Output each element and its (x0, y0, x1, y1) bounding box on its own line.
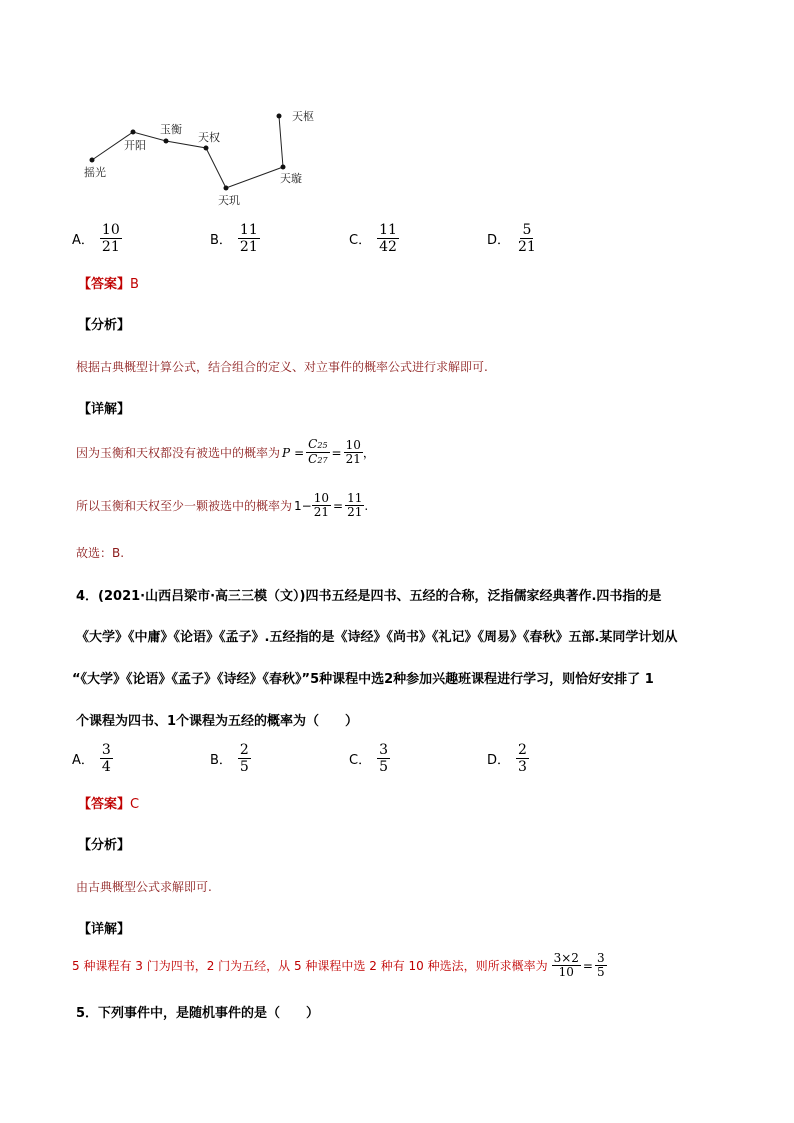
q4-option-b[interactable] (210, 742, 251, 775)
q4-line-1: 4．(2021·山西吕梁市·高三三模（文）)四书五经是四书、五经的合称，泛指儒家经典著作.四书指的是 (76, 589, 662, 604)
q3-answer (78, 273, 139, 292)
option-label: C． (349, 233, 372, 248)
answer-value: C (130, 797, 140, 812)
q4-analysis-text: 由古典概型公式求解即可. (76, 880, 212, 894)
option-label: B． (210, 753, 232, 768)
q3-detail-line2: 所以玉衡和天权至少一颗被选中的概率为 1− $\frac{10}{21}$ = $\frac{11}{21}$ . (76, 491, 369, 519)
answer-tag: 【答案】 (78, 277, 131, 292)
q4-option-c[interactable] (349, 742, 390, 775)
star-label-tianji: 天玑 (218, 194, 240, 207)
result-fraction: $\frac{10}{21}$ (345, 438, 361, 466)
option-label: A． (72, 233, 94, 248)
option-label: C． (349, 753, 372, 768)
star-point-tianxuan (281, 165, 286, 170)
q3-detail-tag: 【详解】 (78, 402, 131, 417)
fraction: $\frac{3\times 2}{10}$ (553, 951, 579, 979)
q3-option-a[interactable] (72, 222, 122, 255)
q3-option-b[interactable] (210, 222, 260, 255)
option-label: B． (210, 233, 232, 248)
detail-text: 所以玉衡和天权至少一颗被选中的概率为 (76, 499, 293, 513)
option-label: A． (72, 753, 94, 768)
q4-detail-tag: 【详解】 (78, 922, 131, 937)
star-label-tianshu: 天枢 (292, 110, 314, 123)
option-fraction: $\frac{3}{4}$ (101, 742, 111, 775)
star-label-yaoguang: 摇光 (84, 166, 106, 179)
q3-option-d[interactable] (487, 222, 538, 255)
option-fraction: $\frac{10}{21}$ (101, 222, 120, 255)
star-label-tianxuan: 天璇 (280, 172, 302, 185)
q5-line-1: 5．下列事件中，是随机事件的是（ ） (76, 1006, 320, 1021)
q4-answer (78, 793, 139, 812)
option-fraction: $\frac{2}{3}$ (518, 742, 527, 775)
big-dipper-diagram (70, 100, 350, 215)
star-point-tianshu (277, 114, 282, 119)
q4-option-a[interactable] (72, 742, 113, 775)
fraction: $\frac{10}{21}$ (313, 491, 329, 519)
detail-text: 5 种课程有 3 门为四书，2 门为五经，从 5 种课程中选 2 种有 10 种选法，则所求概率为 (72, 959, 548, 973)
option-fraction: $\frac{11}{42}$ (379, 222, 397, 255)
q4-analysis-tag: 【分析】 (78, 838, 131, 853)
q3-detail-line1: 因为玉衡和天权都没有被选中的概率为 P = $\frac{C25}{C27}$ = $\frac{10}{21}$ ， (76, 437, 375, 466)
diagram-lines (92, 116, 283, 188)
q4-option-d[interactable] (487, 742, 529, 775)
star-label-kaiyang: 开阳 (124, 139, 146, 152)
option-fraction: $\frac{2}{5}$ (239, 742, 249, 775)
q3-conclusion: 故选：B. (76, 546, 125, 560)
q3-option-c[interactable] (349, 222, 399, 255)
option-label: D． (487, 233, 511, 248)
answer-tag: 【答案】 (78, 797, 131, 812)
q3-analysis-text: 根据古典概型计算公式，结合组合的定义、对立事件的概率公式进行求解即可. (76, 360, 488, 374)
fraction: $\frac{3}{5}$ (596, 951, 605, 979)
q4-line-4: 个课程为四书、1个课程为五经的概率为（ ） (76, 714, 359, 729)
diagram-points (90, 114, 286, 191)
math-eq: = (331, 445, 342, 460)
q4-line-3: “《大学》《论语》《孟子》《诗经》《春秋》”5种课程中选2种参加兴趣班课程进行学习，则恰好安排了 1 (72, 672, 654, 687)
star-point-tianquan (204, 146, 209, 151)
star-point-yuheng (164, 139, 169, 144)
option-fraction: $\frac{3}{5}$ (379, 742, 388, 775)
star-label-tianquan: 天权 (198, 131, 220, 144)
math-p: P (282, 445, 291, 460)
q4-detail-line: 5 种课程有 3 门为四书，2 门为五经，从 5 种课程中选 2 种有 10 种选法，则所求概率为 $\frac{3\times 2}{10}$ = $\frac{3}{5}$ (72, 951, 605, 979)
answer-value: B (130, 277, 139, 292)
star-point-yaoguang (90, 158, 95, 163)
option-fraction: $\frac{11}{21}$ (239, 222, 258, 255)
q4-line-2: 《大学》《中庸》《论语》《孟子》.五经指的是《诗经》《尚书》《礼记》《周易》《春秋》五部.某同学计划从 (76, 630, 678, 645)
combination-fraction: $\frac{C25}{C27}$ (308, 437, 328, 466)
star-point-tianji (224, 186, 229, 191)
star-point-kaiyang (131, 130, 136, 135)
star-label-yuheng: 玉衡 (160, 123, 182, 136)
option-fraction: $\frac{5}{21}$ (518, 222, 536, 255)
q3-analysis-tag: 【分析】 (78, 318, 131, 333)
fraction: $\frac{11}{21}$ (347, 491, 363, 519)
detail-text: 因为玉衡和天权都没有被选中的概率为 (76, 446, 281, 460)
option-label: D． (487, 753, 511, 768)
math-eq: = (294, 445, 305, 460)
